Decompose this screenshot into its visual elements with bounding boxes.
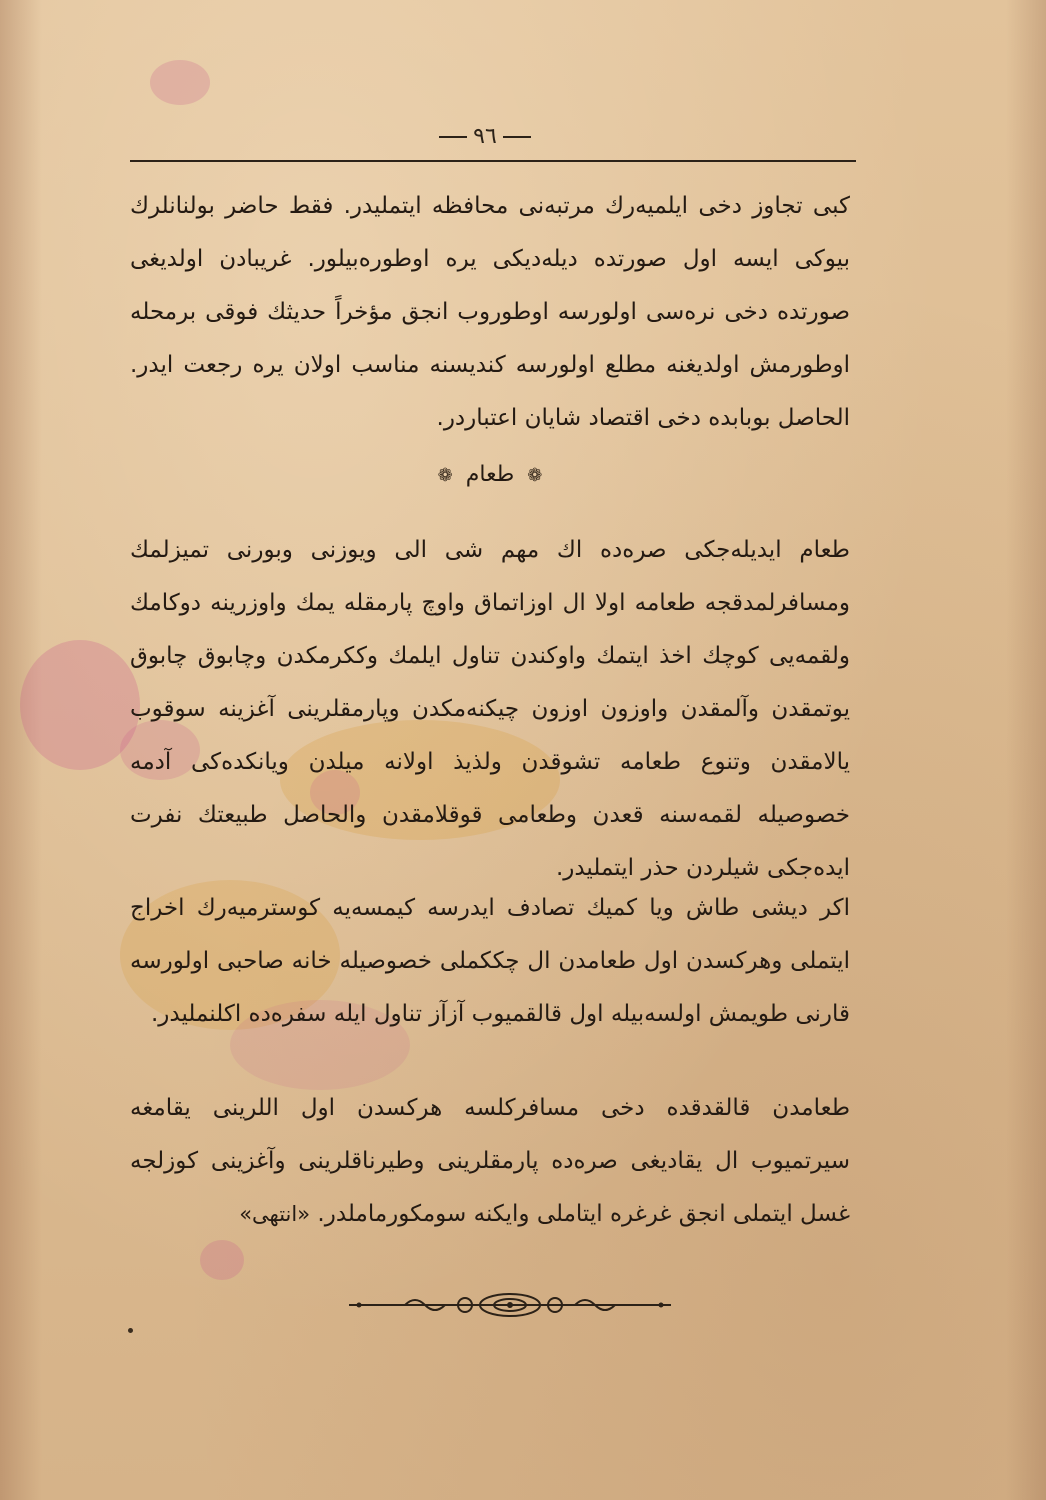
end-ornament-icon bbox=[345, 1288, 675, 1322]
flower-ornament-icon: ❁ bbox=[527, 465, 543, 486]
section-heading-text: طعام bbox=[465, 462, 515, 487]
flower-ornament-icon: ❁ bbox=[437, 465, 453, 486]
paragraph-final bbox=[130, 1082, 850, 1241]
paragraph-text: اكر ديشى طاش ويا كميك تصادف ايدرسه كيمسه‌يه كوسترميه‌رك اخراج ايتملى وهركسدن اول طعامدن ال چككملى خصوصيله خانه صاحبى اولورسه قارنى طويمش اولسه‌بيله اول قالقميوب آزآز تناول ايله سفره‌ده اكلنمليدر. bbox=[130, 895, 850, 1027]
section-heading bbox=[380, 462, 600, 498]
page-edge-shadow-right bbox=[1006, 0, 1046, 1500]
closing-word: «انتهى» bbox=[239, 1202, 311, 1226]
ink-stain bbox=[150, 60, 210, 105]
paragraph-text: كبى تجاوز دخى ايلميه‌رك مرتبه‌نى محافظه ايتمليدر. فقط حاضر بولنانلرك بيوكى ايسه اول صورتده ديله‌ديكى يره اوطوره‌بيلور. غريبادن اولديغى صورتده دخى نره‌سى اولورسه اوطوروب انجق مؤخراً حديثك فوقى برمحله اوطورمش اولديغنه مطلع اولورسه كنديسنه مناسب اولان يره رجعت ايدر. الحاصل بوبابده دخى اقتصاد شايان اعتباردر. bbox=[130, 193, 850, 431]
page-edge-shadow-left bbox=[0, 0, 42, 1500]
ink-dot bbox=[128, 1328, 133, 1333]
paragraph-text: طعامدن قالقدقده دخى مسافركلسه هركسدن اول اللرينى يقامغه سيرتميوب ال يقاديغى صره‌ده پارمقلرينى وطيرناقلرينى وآغزينى كوزلجه غسل ايتملى انجق غرغره ايتاملى وايكنه سومكورماملدر. bbox=[130, 1095, 850, 1227]
paragraph-text: طعام ايديله‌جكى صره‌ده اك مهم شى الى ويوزنى وبورنى تميزلمك ومسافرلمدقجه طعامه اولا ال اوزاتماق واوچ پارمقله يمك واوزرينه دوكامك ولقمه‌يى كوچك اخذ ايتمك واوكندن تناول ايلمك وككرمكدن وچابوق چابوق يوتمقدن وآلمقدن واوزون اوزون چيكنه‌مكدن وپارمقلرينى آغزينه سوقوب يالامقدن وتنوع طعامه تشوقدن ولذيذ اولانه ميلدن ويانكده‌كى آدمه خصوصيله لقمه‌سنه قعدن وطعامى قوقلامقدن والحاصل طبيعتك نفرت ايده‌جكى شيلردن حذر ايتمليدر. bbox=[130, 537, 850, 881]
ink-stain bbox=[200, 1240, 244, 1280]
header-rule bbox=[130, 160, 856, 162]
page-number: ٩٦ bbox=[420, 124, 550, 149]
